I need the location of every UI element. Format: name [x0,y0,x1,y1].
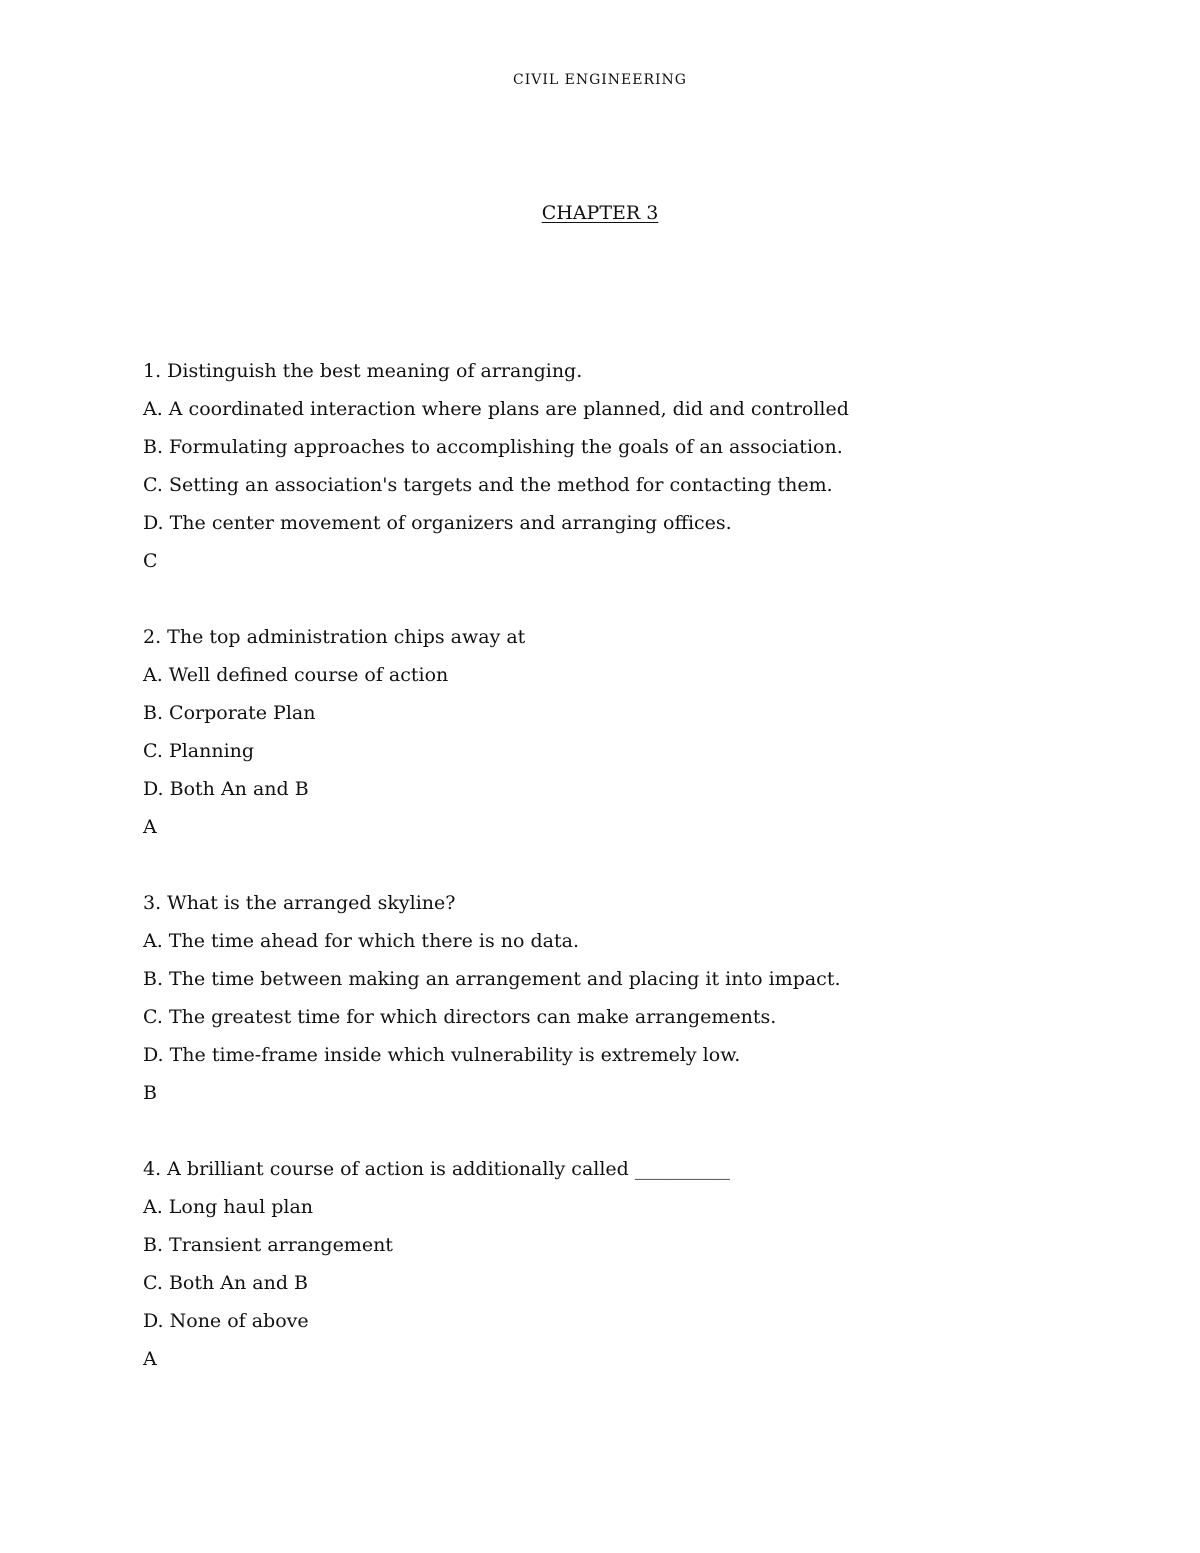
option-d: D. None of above [143,1310,309,1332]
answer-key: C [143,550,158,572]
option-d: D. The time-frame inside which vulnerability is extremely low. [143,1044,741,1066]
running-header: CIVIL ENGINEERING [512,72,687,88]
question-1 [143,352,1103,580]
answer-key: A [143,1348,157,1370]
question-stem: 1. Distinguish the best meaning of arranging. [143,360,583,382]
option-a: A. Long haul plan [143,1196,314,1218]
question-stem: 4. A brilliant course of action is additionally called __________ [143,1158,730,1180]
option-c: C. Both An and B [143,1272,308,1294]
question-4 [143,1150,1103,1378]
option-b: B. Corporate Plan [143,702,316,724]
question-stem: 3. What is the arranged skyline? [143,892,456,914]
option-d: D. Both An and B [143,778,309,800]
option-c: C. Planning [143,740,255,762]
option-a: A. The time ahead for which there is no data. [143,930,579,952]
answer-key: A [143,816,157,838]
option-b: B. Formulating approaches to accomplishing the goals of an association. [143,436,843,458]
option-c: C. Setting an association's targets and the method for contacting them. [143,474,833,496]
question-3 [143,884,1103,1112]
question-2 [143,618,1103,846]
option-a: A. Well defined course of action [143,664,449,686]
option-d: D. The center movement of organizers and arranging offices. [143,512,732,534]
question-list [143,352,1103,1416]
answer-key: B [143,1082,157,1104]
question-stem: 2. The top administration chips away at [143,626,526,648]
chapter-title: CHAPTER 3 [541,202,659,224]
option-a: A. A coordinated interaction where plans are planned, did and controlled [143,398,849,420]
option-c: C. The greatest time for which directors can make arrangements. [143,1006,777,1028]
option-b: B. Transient arrangement [143,1234,393,1256]
option-b: B. The time between making an arrangement and placing it into impact. [143,968,841,990]
